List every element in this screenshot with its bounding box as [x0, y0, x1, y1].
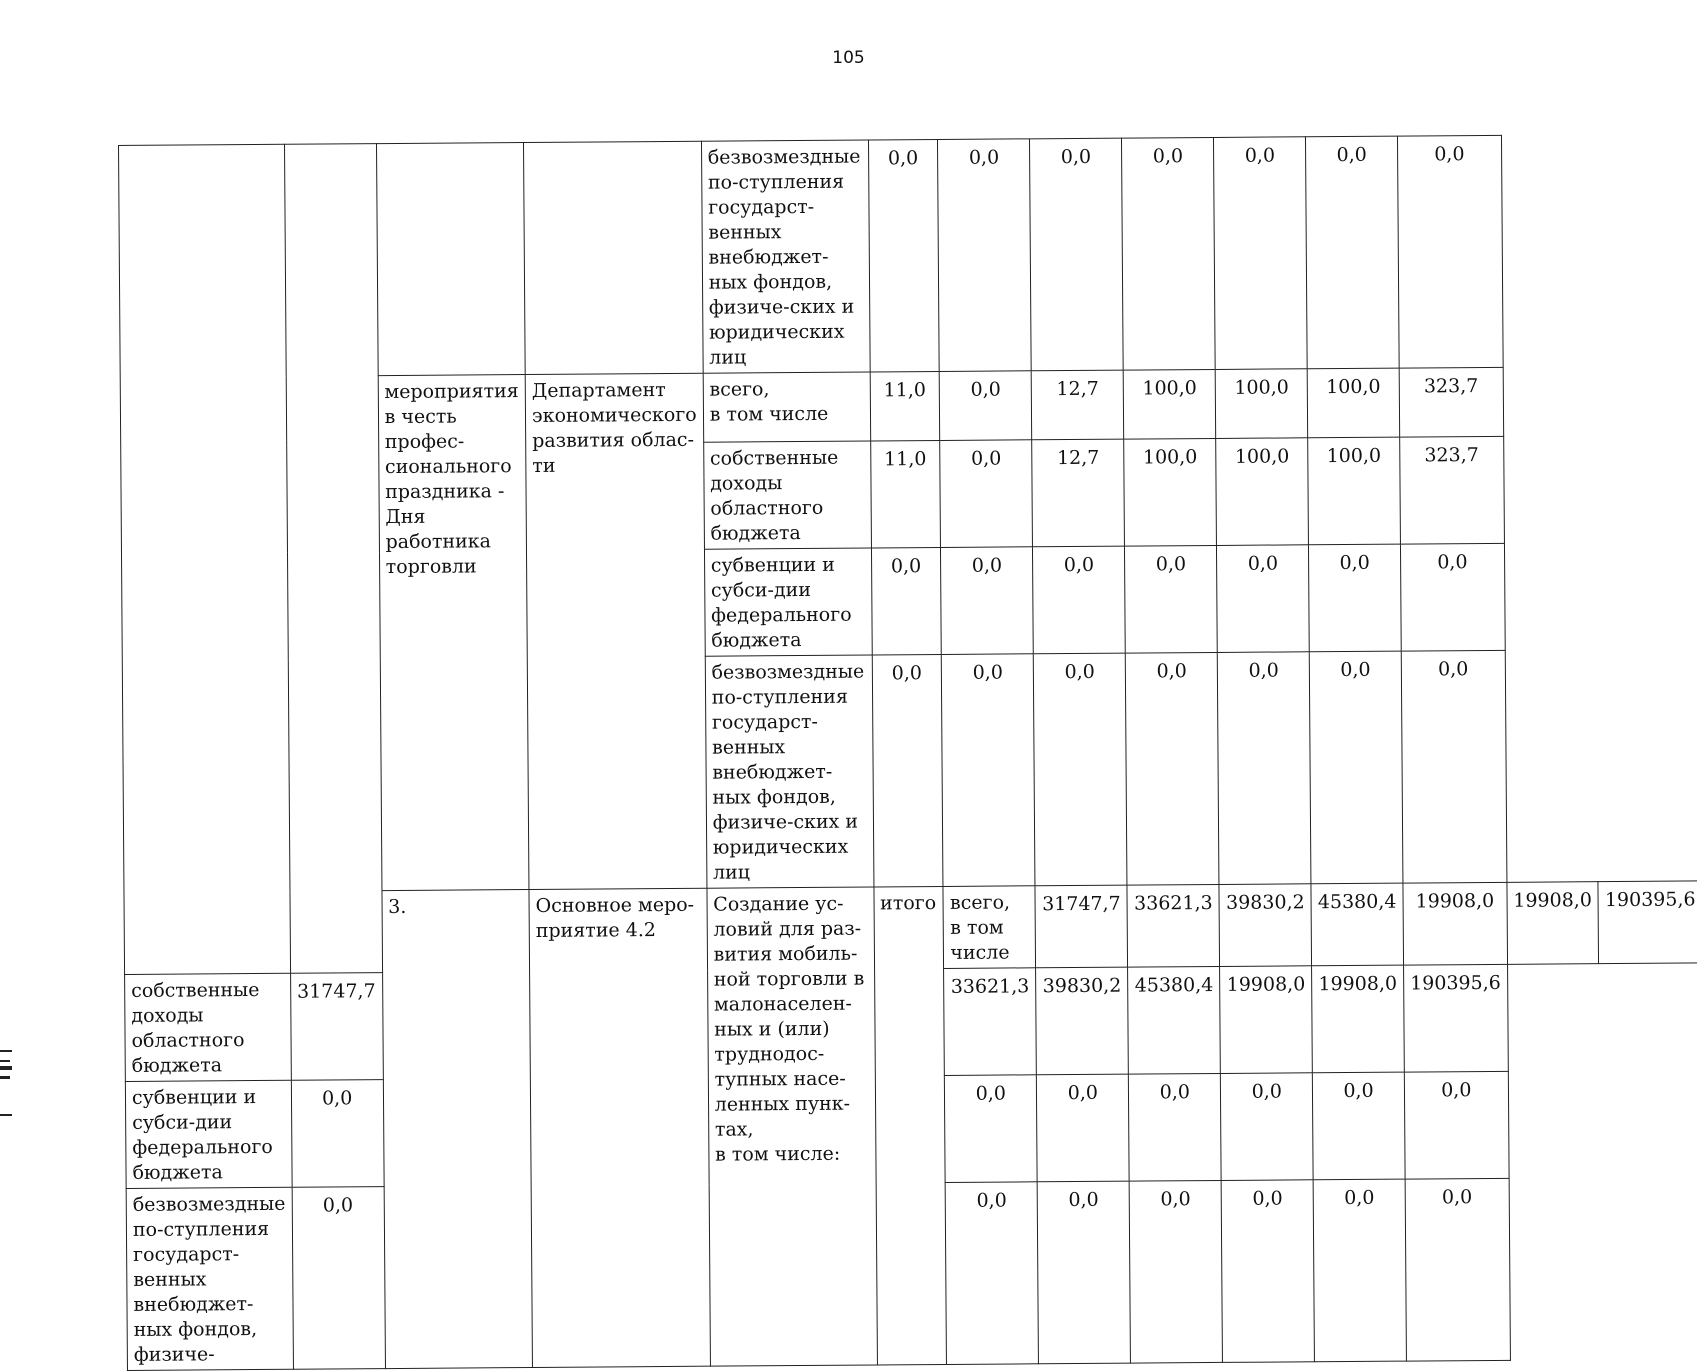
value-cell: 33621,3 [944, 968, 1037, 1076]
value-cell: 0,0 [942, 654, 1036, 887]
value-cell: 0,0 [1313, 1072, 1405, 1180]
number-cell [119, 144, 291, 974]
value-cell: 0,0 [1217, 545, 1310, 653]
executor-cell: Департамент экономического развития облас-ти [525, 373, 706, 889]
value-cell: 0,0 [945, 1075, 1038, 1183]
value-cell: 0,0 [1404, 1071, 1509, 1179]
executor-cell [524, 141, 703, 374]
value-cell: 0,0 [868, 139, 940, 372]
value-cell: 0,0 [940, 440, 1033, 548]
value-cell: 0,0 [1030, 138, 1124, 371]
value-cell: 11,0 [870, 371, 940, 441]
status-cell: Основное меро-приятие 4.2 [529, 888, 710, 1367]
value-cell: 0,0 [940, 371, 1032, 441]
source-label: собственные доходы областного бюджета [125, 973, 291, 1081]
value-cell: 0,0 [941, 547, 1034, 655]
value-cell: 31747,7 [1035, 885, 1128, 968]
value-cell: 0,0 [1309, 544, 1401, 652]
event-cell [376, 143, 525, 376]
value-cell: 0,0 [1221, 1073, 1314, 1181]
value-cell: 0,0 [1037, 1181, 1130, 1364]
value-cell: 0,0 [1129, 1180, 1222, 1363]
value-cell: 33621,3 [1127, 884, 1220, 967]
value-cell: 19908,0 [1507, 882, 1599, 965]
source-label: собственные доходы областного бюджета [703, 441, 871, 549]
value-cell: 45380,4 [1128, 966, 1221, 1074]
value-cell: 100,0 [1216, 438, 1309, 546]
status-cell [284, 144, 382, 974]
value-cell: 0,0 [1037, 1074, 1130, 1182]
value-cell: 0,0 [1405, 1178, 1510, 1361]
value-cell: 0,0 [1129, 1073, 1222, 1181]
source-label: безвозмездные по-ступления государст-венных внебюджет-ных фондов, физиче-ских и юридических лиц [701, 140, 870, 373]
event-cell: мероприятия в честь профес-сионального праздника - Дня работника торговли [378, 375, 529, 891]
value-cell: 0,0 [292, 1187, 385, 1370]
value-cell: 190395,6 [1598, 881, 1697, 964]
table-row [119, 134, 1697, 378]
source-label: субвенции и субси-дии федерального бюджета [125, 1080, 291, 1188]
value-cell: 0,0 [1400, 543, 1505, 651]
event-cell: Создание ус-ловий для раз-вития мобиль-ной торговли в малонаселен-ных и (или) труднодос-тупных насе-ленных пунк-тах, в том числе: [707, 887, 877, 1366]
scan-edge-marks [0, 1050, 14, 1120]
value-cell: 323,7 [1400, 436, 1505, 544]
value-cell: 0,0 [938, 139, 1032, 372]
value-cell: 0,0 [946, 1182, 1039, 1365]
value-cell: 0,0 [1125, 545, 1218, 653]
value-cell: 0,0 [1401, 650, 1507, 883]
value-cell: 0,0 [1122, 137, 1216, 370]
value-cell: 39830,2 [1219, 884, 1312, 967]
value-cell: 0,0 [1313, 1179, 1406, 1362]
source-label: безвозмездные по-ступления государст-венных внебюджет-ных фондов, физиче-ских и юридических лиц [705, 655, 874, 888]
budget-table [118, 133, 1697, 1371]
value-cell: 0,0 [1034, 653, 1128, 886]
source-label: всего, в том числе [703, 372, 870, 442]
source-label: безвозмездные по-ступления государст-венных внебюджет-ных фондов, физиче- [126, 1187, 293, 1370]
value-cell: 0,0 [872, 654, 944, 887]
value-cell: 100,0 [1124, 438, 1217, 546]
value-cell: 39830,2 [1036, 967, 1129, 1075]
value-cell: 0,0 [1310, 651, 1403, 884]
value-cell: 19908,0 [1312, 965, 1404, 1073]
source-label: субвенции и субси-дии федерального бюджета [704, 548, 872, 656]
source-label: всего, в том числе [943, 886, 1036, 969]
value-cell: 100,0 [1308, 437, 1400, 545]
value-cell: 12,7 [1032, 370, 1124, 440]
value-cell: 323,7 [1399, 367, 1503, 437]
value-cell: 0,0 [1033, 546, 1126, 654]
value-cell: 0,0 [1306, 136, 1399, 369]
value-cell: 0,0 [1218, 652, 1312, 885]
value-cell: 12,7 [1032, 439, 1125, 547]
value-cell: 19908,0 [1403, 882, 1507, 965]
value-cell: 19908,0 [1220, 966, 1313, 1074]
value-cell: 45380,4 [1311, 883, 1403, 966]
number-cell: 3. [382, 890, 533, 1369]
value-cell: 0,0 [291, 1080, 384, 1188]
value-cell: 0,0 [1221, 1180, 1314, 1363]
value-cell: 100,0 [1124, 369, 1216, 439]
value-cell: 0,0 [1397, 135, 1503, 368]
value-cell: 100,0 [1307, 368, 1399, 438]
value-cell: 190395,6 [1403, 964, 1508, 1072]
value-cell: 0,0 [1126, 652, 1220, 885]
value-cell: 100,0 [1215, 369, 1307, 439]
page-number: 105 [832, 48, 865, 68]
value-cell: 31747,7 [290, 973, 383, 1081]
value-cell: 0,0 [871, 547, 942, 655]
value-cell: 11,0 [870, 440, 941, 548]
value-cell: 0,0 [1214, 137, 1308, 370]
executor-cell: итого [873, 886, 946, 1364]
